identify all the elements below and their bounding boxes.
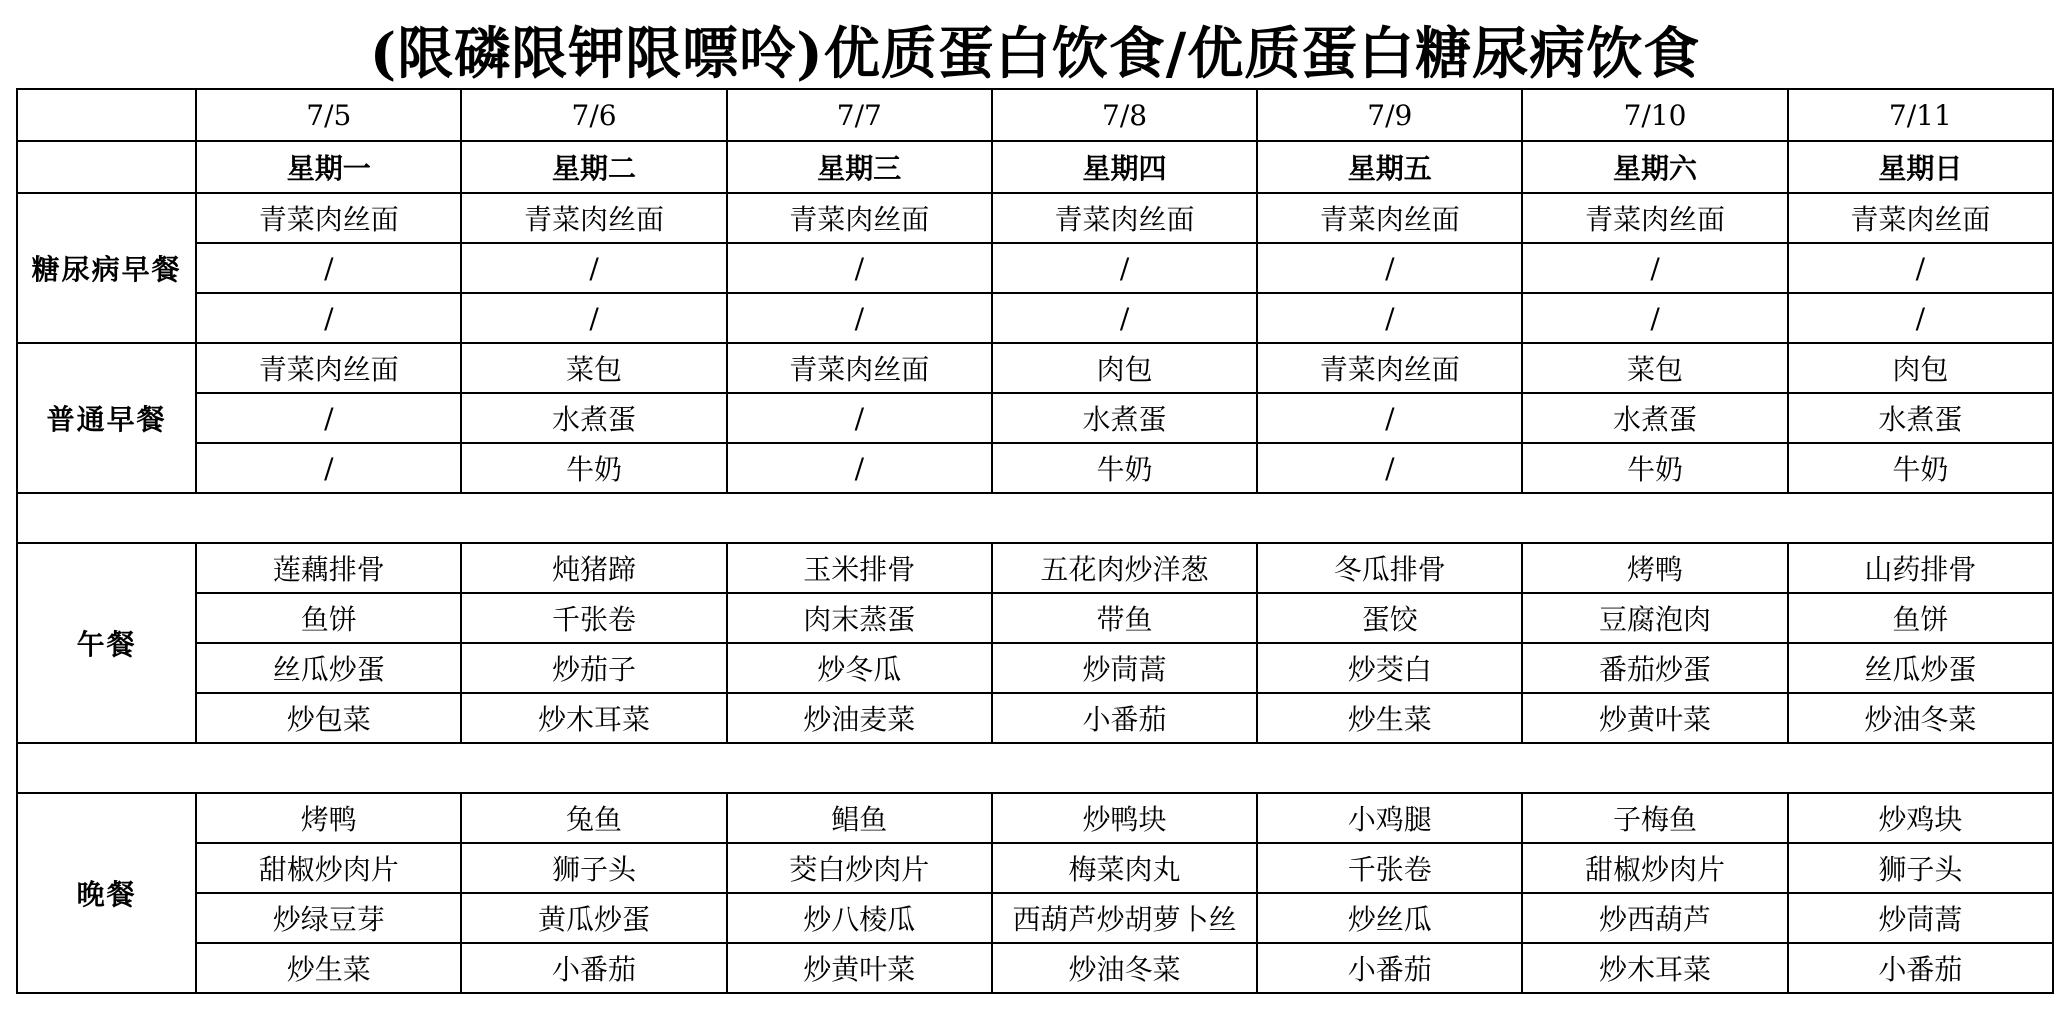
dish-cell[interactable]: / [727, 293, 992, 343]
dish-cell[interactable]: 甜椒炒肉片 [196, 843, 461, 893]
dish-cell[interactable]: / [461, 243, 726, 293]
regular-breakfast-row [17, 343, 2053, 393]
dish-cell[interactable]: 青菜肉丝面 [727, 193, 992, 243]
dish-cell[interactable]: 狮子头 [461, 843, 726, 893]
dish-cell[interactable]: 青菜肉丝面 [1522, 193, 1787, 243]
dish-cell[interactable]: / [992, 243, 1257, 293]
dish-cell[interactable]: 烤鸭 [196, 793, 461, 843]
dish-cell[interactable]: 黄瓜炒蛋 [461, 893, 726, 943]
dish-cell[interactable]: / [727, 443, 992, 493]
dish-cell[interactable]: 千张卷 [461, 593, 726, 643]
dish-cell[interactable]: / [1522, 243, 1787, 293]
date-cell[interactable]: 7/5 [196, 89, 461, 141]
dish-cell[interactable]: 牛奶 [992, 443, 1257, 493]
dish-cell[interactable]: 丝瓜炒蛋 [1788, 643, 2053, 693]
dish-cell[interactable]: / [196, 293, 461, 343]
dish-cell[interactable]: 豆腐泡肉 [1522, 593, 1787, 643]
dish-cell[interactable]: 牛奶 [1788, 443, 2053, 493]
dish-cell[interactable]: 牛奶 [1522, 443, 1787, 493]
weekday-cell[interactable]: 星期四 [992, 141, 1257, 193]
dish-cell[interactable]: 肉末蒸蛋 [727, 593, 992, 643]
spacer-row [17, 743, 2053, 793]
lunch-row [17, 693, 2053, 743]
dish-cell[interactable]: 炒茼蒿 [1788, 893, 2053, 943]
dish-cell[interactable]: 冬瓜排骨 [1257, 543, 1522, 593]
dish-cell[interactable]: 带鱼 [992, 593, 1257, 643]
dish-cell[interactable]: 千张卷 [1257, 843, 1522, 893]
date-row [17, 89, 2053, 141]
menu-table [16, 88, 2054, 994]
dish-cell[interactable]: 水煮蛋 [992, 393, 1257, 443]
dish-cell[interactable]: 甜椒炒肉片 [1522, 843, 1787, 893]
dish-cell[interactable]: 玉米排骨 [727, 543, 992, 593]
date-cell[interactable]: 7/9 [1257, 89, 1522, 141]
dish-cell[interactable]: 小番茄 [1257, 943, 1522, 993]
spacer-cell[interactable] [17, 743, 2053, 793]
dish-cell[interactable]: 菜包 [461, 343, 726, 393]
dish-cell[interactable]: 鲳鱼 [727, 793, 992, 843]
weekday-cell[interactable]: 星期一 [196, 141, 461, 193]
dish-cell[interactable]: 青菜肉丝面 [461, 193, 726, 243]
dish-cell[interactable]: / [1257, 393, 1522, 443]
dish-cell[interactable]: 青菜肉丝面 [1788, 193, 2053, 243]
dish-cell[interactable]: / [1788, 243, 2053, 293]
dish-cell[interactable]: 蛋饺 [1257, 593, 1522, 643]
date-cell[interactable]: 7/11 [1788, 89, 2053, 141]
dish-cell[interactable]: 青菜肉丝面 [196, 343, 461, 393]
date-cell[interactable]: 7/10 [1522, 89, 1787, 141]
weekday-cell[interactable]: 星期三 [727, 141, 992, 193]
dish-cell[interactable]: 青菜肉丝面 [1257, 343, 1522, 393]
dish-cell[interactable]: 丝瓜炒蛋 [196, 643, 461, 693]
date-cell[interactable]: 7/7 [727, 89, 992, 141]
dish-cell[interactable]: 炒油冬菜 [992, 943, 1257, 993]
dish-cell[interactable]: 水煮蛋 [461, 393, 726, 443]
dish-cell[interactable]: 小鸡腿 [1257, 793, 1522, 843]
dish-cell[interactable]: 炒木耳菜 [1522, 943, 1787, 993]
dish-cell[interactable]: 炒茄子 [461, 643, 726, 693]
dish-cell[interactable]: 水煮蛋 [1788, 393, 2053, 443]
dish-cell[interactable]: 炒黄叶菜 [1522, 693, 1787, 743]
dish-cell[interactable]: 茭白炒肉片 [727, 843, 992, 893]
weekday-row [17, 141, 2053, 193]
dish-cell[interactable]: 肉包 [1788, 343, 2053, 393]
page-title: (限磷限钾限嘌呤)优质蛋白饮食/优质蛋白糖尿病饮食 [369, 21, 1701, 87]
diabetic-breakfast-row [17, 293, 2053, 343]
weekday-cell[interactable]: 星期日 [1788, 141, 2053, 193]
dish-cell[interactable]: / [727, 393, 992, 443]
dinner-row [17, 893, 2053, 943]
dish-cell[interactable]: / [992, 293, 1257, 343]
dinner-row [17, 943, 2053, 993]
weekday-cell[interactable]: 星期五 [1257, 141, 1522, 193]
dish-cell[interactable]: 炒绿豆芽 [196, 893, 461, 943]
dish-cell[interactable]: 兔鱼 [461, 793, 726, 843]
dish-cell[interactable]: 青菜肉丝面 [992, 193, 1257, 243]
date-cell[interactable]: 7/6 [461, 89, 726, 141]
dish-cell[interactable]: / [1522, 293, 1787, 343]
dish-cell[interactable]: 炒包菜 [196, 693, 461, 743]
meal-label-dinner[interactable]: 晚餐 [17, 793, 196, 993]
dish-cell[interactable]: / [196, 443, 461, 493]
dish-cell[interactable]: 炒茼蒿 [992, 643, 1257, 693]
dish-cell[interactable]: 肉包 [992, 343, 1257, 393]
dish-cell[interactable]: 炖猪蹄 [461, 543, 726, 593]
weekday-cell[interactable]: 星期二 [461, 141, 726, 193]
dish-cell[interactable]: 水煮蛋 [1522, 393, 1787, 443]
regular-breakfast-row [17, 443, 2053, 493]
dish-cell[interactable]: 梅菜肉丸 [992, 843, 1257, 893]
dish-cell[interactable]: 炒生菜 [196, 943, 461, 993]
dish-cell[interactable]: 青菜肉丝面 [196, 193, 461, 243]
dish-cell[interactable]: / [461, 293, 726, 343]
dish-cell[interactable]: 炒冬瓜 [727, 643, 992, 693]
dish-cell[interactable]: / [196, 243, 461, 293]
dish-cell[interactable]: 炒生菜 [1257, 693, 1522, 743]
dish-cell[interactable]: 炒油冬菜 [1788, 693, 2053, 743]
dish-cell[interactable]: 炒木耳菜 [461, 693, 726, 743]
dish-cell[interactable]: / [1788, 293, 2053, 343]
dish-cell[interactable]: 狮子头 [1788, 843, 2053, 893]
corner-cell[interactable] [17, 141, 196, 193]
dish-cell[interactable]: 五花肉炒洋葱 [992, 543, 1257, 593]
dish-cell[interactable]: 炒黄叶菜 [727, 943, 992, 993]
dish-cell[interactable]: 炒油麦菜 [727, 693, 992, 743]
dish-cell[interactable]: 小番茄 [461, 943, 726, 993]
dish-cell[interactable]: 炒西葫芦 [1522, 893, 1787, 943]
dish-cell[interactable]: 炒八棱瓜 [727, 893, 992, 943]
dish-cell[interactable]: / [196, 393, 461, 443]
diabetic-breakfast-row [17, 243, 2053, 293]
lunch-row [17, 543, 2053, 593]
dish-cell[interactable]: 炒鸡块 [1788, 793, 2053, 843]
dish-cell[interactable]: / [1257, 243, 1522, 293]
lunch-row [17, 593, 2053, 643]
dish-cell[interactable]: 牛奶 [461, 443, 726, 493]
dish-cell[interactable]: 烤鸭 [1522, 543, 1787, 593]
dish-cell[interactable]: 菜包 [1522, 343, 1787, 393]
dish-cell[interactable]: 西葫芦炒胡萝卜丝 [992, 893, 1257, 943]
dish-cell[interactable]: 炒茭白 [1257, 643, 1522, 693]
dish-cell[interactable]: / [727, 243, 992, 293]
spacer-row [17, 493, 2053, 543]
weekday-cell[interactable]: 星期六 [1522, 141, 1787, 193]
dish-cell[interactable]: 山药排骨 [1788, 543, 2053, 593]
dish-cell[interactable]: 小番茄 [992, 693, 1257, 743]
diabetic-breakfast-row [17, 193, 2053, 243]
dish-cell[interactable]: 炒丝瓜 [1257, 893, 1522, 943]
dinner-row [17, 843, 2053, 893]
dish-cell[interactable]: 子梅鱼 [1522, 793, 1787, 843]
dish-cell[interactable]: / [1257, 293, 1522, 343]
spacer-cell[interactable] [17, 493, 2053, 543]
dish-cell[interactable]: 鱼饼 [1788, 593, 2053, 643]
dinner-row [17, 793, 2053, 843]
regular-breakfast-row [17, 393, 2053, 443]
meal-label-diabetic-breakfast[interactable]: 糖尿病早餐 [17, 193, 196, 343]
dish-cell[interactable]: 番茄炒蛋 [1522, 643, 1787, 693]
dish-cell[interactable]: 青菜肉丝面 [1257, 193, 1522, 243]
dish-cell[interactable]: 炒鸭块 [992, 793, 1257, 843]
corner-cell[interactable] [17, 89, 196, 141]
dish-cell[interactable]: 莲藕排骨 [196, 543, 461, 593]
meal-label-regular-breakfast[interactable]: 普通早餐 [17, 343, 196, 493]
dish-cell[interactable]: 小番茄 [1788, 943, 2053, 993]
meal-label-lunch[interactable]: 午餐 [17, 543, 196, 743]
dish-cell[interactable]: 鱼饼 [196, 593, 461, 643]
dish-cell[interactable]: 青菜肉丝面 [727, 343, 992, 393]
date-cell[interactable]: 7/8 [992, 89, 1257, 141]
lunch-row [17, 643, 2053, 693]
dish-cell[interactable]: / [1257, 443, 1522, 493]
